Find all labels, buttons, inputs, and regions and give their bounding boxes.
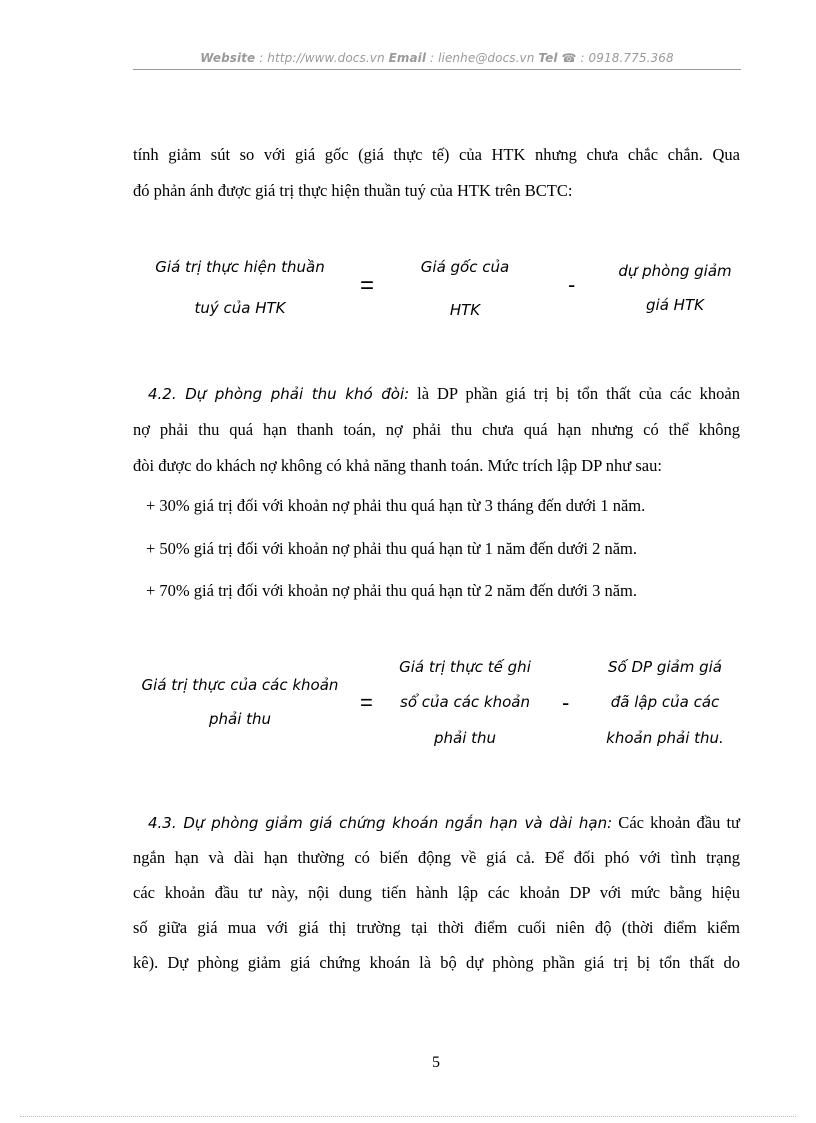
intro-line-2: đó phản ánh được giá trị thực hiện thuần tuý của HTK trên BCTC: (133, 181, 573, 200)
section43-line-2: ngắn hạn và dài hạn thường có biến động về giá cả. Để đối phó với tình trạng (133, 848, 740, 867)
section43-title: 4.3. Dự phòng giảm giá chứng khoán ngắn hạn và dài hạn: (148, 814, 613, 832)
section42-bullet-2: + 50% giá trị đối với khoản nợ phải thu quá hạn từ 1 năm đến dưới 2 năm. (146, 539, 637, 558)
website-value: : http://www.docs.vn (255, 51, 389, 65)
email-label: Email (388, 51, 427, 65)
formula2-middle-line-2: sổ của các khoản (400, 693, 530, 711)
page-bottom-divider (20, 1116, 796, 1117)
header-divider (133, 69, 741, 70)
page-header (133, 51, 741, 65)
section42-line-2: nợ phải thu quá hạn thanh toán, nợ phải thu chưa quá hạn nhưng có thể không (133, 420, 740, 439)
section43-line1-rest: Các khoản đầu tư (612, 813, 740, 832)
section43-line-3: các khoản đầu tư này, nội dung tiến hành lập các khoản DP với mức bằng hiệu (133, 883, 740, 902)
section42-line-3: đòi được do khách nợ không có khả năng thanh toán. Mức trích lập DP như sau: (133, 456, 662, 475)
formula2-middle-line-3: phải thu (433, 729, 497, 747)
tel-value: : 0918.775.368 (576, 51, 674, 65)
formula2-right-line-1: Số DP giảm giá (608, 658, 722, 676)
formula2-middle-line-1: Giá trị thực tế ghi (399, 658, 531, 676)
section42-title: 4.2. Dự phòng phải thu khó đòi: (148, 385, 410, 403)
formula1-left-line-2: tuý của HTK (194, 299, 286, 317)
formula2-left-line-2: phải thu (208, 710, 272, 728)
section42-line1-rest: là DP phần giá trị bị tổn thất của các khoản (409, 384, 740, 403)
website-label: Website (200, 51, 256, 65)
email-value: : lienhe@docs.vn (426, 51, 539, 65)
formula2-minus: - (562, 690, 570, 715)
intro-line-1: tính giảm sút so với giá gốc (giá thực tế) của HTK nhưng chưa chắc chắn. Qua (133, 145, 740, 164)
tel-label: Tel (538, 51, 558, 65)
section42-line-1 (148, 384, 740, 404)
section42-bullet-3: + 70% giá trị đối với khoản nợ phải thu quá hạn từ 2 năm đến dưới 3 năm. (146, 581, 637, 600)
formula2-equals: = (360, 690, 373, 715)
section43-line-1 (148, 813, 740, 833)
formula1-right-line-1: dự phòng giảm (618, 262, 732, 280)
page-number: 5 (432, 1054, 440, 1071)
formula1-left-line-1: Giá trị thực hiện thuần (155, 258, 325, 276)
section42-bullet-1: + 30% giá trị đối với khoản nợ phải thu quá hạn từ 3 tháng đến dưới 1 năm. (146, 496, 646, 515)
formula1-middle-line-1: Giá gốc của (420, 258, 510, 276)
phone-icon: ☎ (561, 51, 577, 65)
formula1-right-line-2: giá HTK (646, 296, 704, 314)
formula2-left-line-1: Giá trị thực của các khoản (141, 676, 339, 694)
section43-line-4: số giữa giá mua với giá thị trường tại thời điểm cuối niên độ (thời điểm kiểm (133, 918, 740, 937)
formula1-minus: - (568, 272, 576, 297)
formula1-middle-line-2: HTK (449, 301, 481, 319)
formula2-right-line-2: đã lập của các (610, 693, 720, 711)
formula2-right-line-3: khoản phải thu. (606, 729, 724, 747)
formula1-equals: = (360, 272, 375, 299)
section43-line-5: kê). Dự phòng giảm giá chứng khoán là bộ dự phòng phần giá trị bị tổn thất do (133, 953, 740, 972)
